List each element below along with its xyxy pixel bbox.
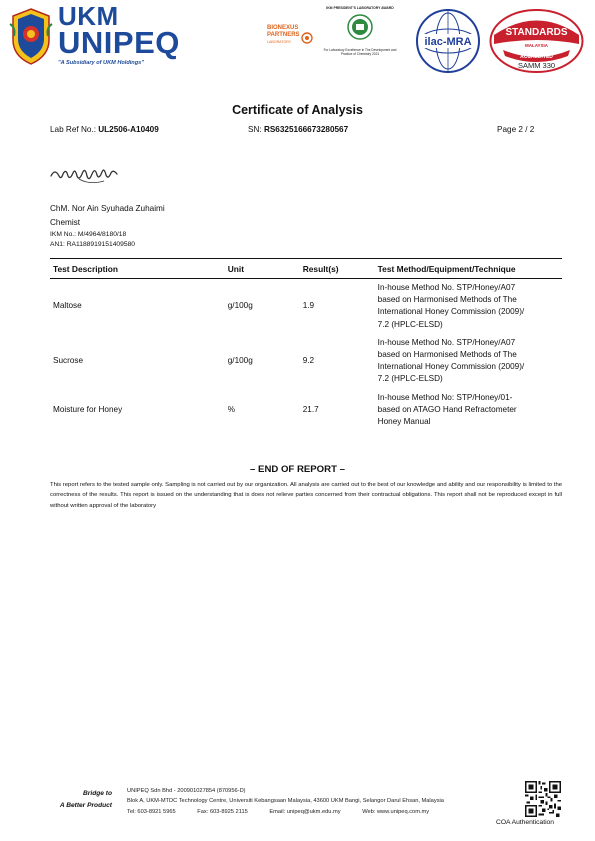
company-contacts: [127, 807, 449, 817]
method-line: In-house Method No: STP/Honey/01-: [377, 392, 513, 402]
brand-ukm-text: UKM: [58, 1, 119, 31]
sn-value: RS6325166673280567: [263, 125, 349, 134]
standards-text: STANDARDS: [505, 27, 568, 38]
ukm-crest-logo: [8, 6, 54, 66]
method-line: 7.2 (HPLC-ELSD): [377, 374, 443, 384]
table-header-row: [50, 259, 562, 279]
ilac-mra-logo: [415, 8, 481, 74]
ukm-unipeq-brand: [58, 1, 180, 66]
row-unit: g/100g: [227, 356, 253, 366]
bionexus-line2: PARTNERS: [267, 32, 300, 38]
company-address: Blok A, UKM-MTDC Technology Centre, Universiti Kebangsaan Malaysia, 43600 UKM Bangi, Selangor Darul Ehsan, Malaysia: [127, 798, 444, 805]
chemist-signature: [49, 158, 121, 188]
row-method: [375, 334, 562, 389]
method-line: International Honey Commission (2009)/: [377, 307, 525, 317]
award-caption: For Laboratory Excellence in The Development and Practice of Chemistry 2021: [323, 48, 397, 56]
row-result: 21.7: [302, 404, 319, 414]
table-row: [50, 279, 562, 334]
method-line: International Honey Commission (2009)/: [377, 362, 525, 372]
footer-company-info: [127, 786, 449, 817]
footer-web[interactable]: Web: www.unipeq.com.my: [362, 808, 430, 815]
standards-malaysia-text: MALAYSIA: [524, 43, 549, 48]
row-result: 9.2: [302, 356, 315, 366]
header-unit: Unit: [225, 259, 300, 279]
method-line: In-house Method No. STP/Honey/A07: [377, 337, 516, 347]
row-description: Sucrose: [53, 356, 84, 366]
document-title: Certificate of Analysis: [232, 103, 363, 117]
coa-authentication-label: COA Authentication: [496, 819, 554, 826]
row-unit: g/100g: [227, 301, 253, 311]
standards-malaysia-logo: [489, 8, 584, 74]
lab-ref-value: UL2506-A10409: [98, 125, 159, 134]
signatory-title: Chemist: [50, 218, 81, 227]
subsidiary-tagline: "A Subsidiary of UKM Holdings": [58, 60, 144, 66]
serial-number: [248, 125, 348, 134]
row-result: 1.9: [302, 301, 315, 311]
tagline-line2: A Better Product: [59, 801, 112, 809]
footer-tagline: [42, 788, 112, 811]
table-row: [50, 389, 562, 432]
award-title: IKM PRESIDENT'S LABORATORY AWARD: [326, 6, 394, 10]
lab-ref-label: Lab Ref No.:: [50, 125, 96, 134]
row-description: Maltose: [53, 301, 82, 311]
method-line: In-house Method No. STP/Honey/A07: [377, 283, 516, 292]
method-line: based on ATAGO Hand Refractometer: [377, 404, 517, 414]
header-test-description: Test Description: [50, 259, 225, 279]
qr-code-icon[interactable]: [525, 781, 561, 817]
results-table: [50, 258, 562, 431]
row-method: [375, 389, 562, 432]
brand-unipeq-text: UNIPEQ: [58, 25, 180, 60]
ikm-award-logo: [323, 6, 397, 74]
signatory-an1-number: AN1: RA1188919151409580: [50, 241, 136, 248]
sn-label: SN:: [248, 125, 262, 134]
end-of-report: – END OF REPORT –: [250, 464, 345, 475]
footer-email[interactable]: Email: unipeq@ukm.edu.my: [269, 808, 341, 815]
footer-fax: Fax: 603-8925 2115: [197, 808, 248, 815]
method-line: 7.2 (HPLC-ELSD): [377, 319, 443, 329]
signatory-name: ChM. Nor Ain Syuhada Zuhaimi: [50, 204, 165, 213]
company-registration: UNIPEQ Sdn Bhd - 200901027854 (870956-D): [127, 788, 246, 794]
method-line: based on Harmonised Methods of The: [377, 350, 517, 360]
award-emblem-icon: [347, 14, 373, 40]
lab-ref: [50, 125, 159, 134]
ilac-mra-text: ilac-MRA: [424, 36, 472, 48]
bionexus-partners-logo: [267, 22, 313, 52]
bionexus-line1: BIONEXUS: [267, 25, 299, 31]
page-number: Page 2 / 2: [497, 125, 535, 134]
tagline-line1: Bridge to: [83, 790, 112, 797]
disclaimer-text: This report refers to the tested sample only. Sampling is not carried out by our organization. All analysis are carried out to the best of our knowledge and ability and our responsibility is limited to the correctness of the results. This report is issued on the understanding that is does not relieve parties concerned from their contractual obligations. This report shall not be reproduced except in full without written approval of the laboratory: [50, 482, 562, 509]
header-results: Result(s): [300, 259, 375, 279]
footer-tel: Tel: 603-8921 5965: [127, 808, 176, 815]
bionexus-sub: LABORATORY: [267, 40, 292, 44]
row-unit: %: [227, 404, 236, 414]
row-description: Moisture for Honey: [53, 404, 123, 414]
method-line: Honey Manual: [377, 417, 431, 427]
standards-accredited-text: ACCREDITED: [520, 54, 553, 60]
method-line: based on Harmonised Methods of The: [377, 295, 517, 305]
standards-code-text: SAMM 330: [517, 61, 556, 70]
table-row: [50, 334, 562, 389]
signatory-ikm-number: IKM No.: M/4964/8180/18: [50, 231, 127, 238]
header-test-method: Test Method/Equipment/Technique: [375, 259, 562, 279]
row-method: [375, 279, 562, 334]
